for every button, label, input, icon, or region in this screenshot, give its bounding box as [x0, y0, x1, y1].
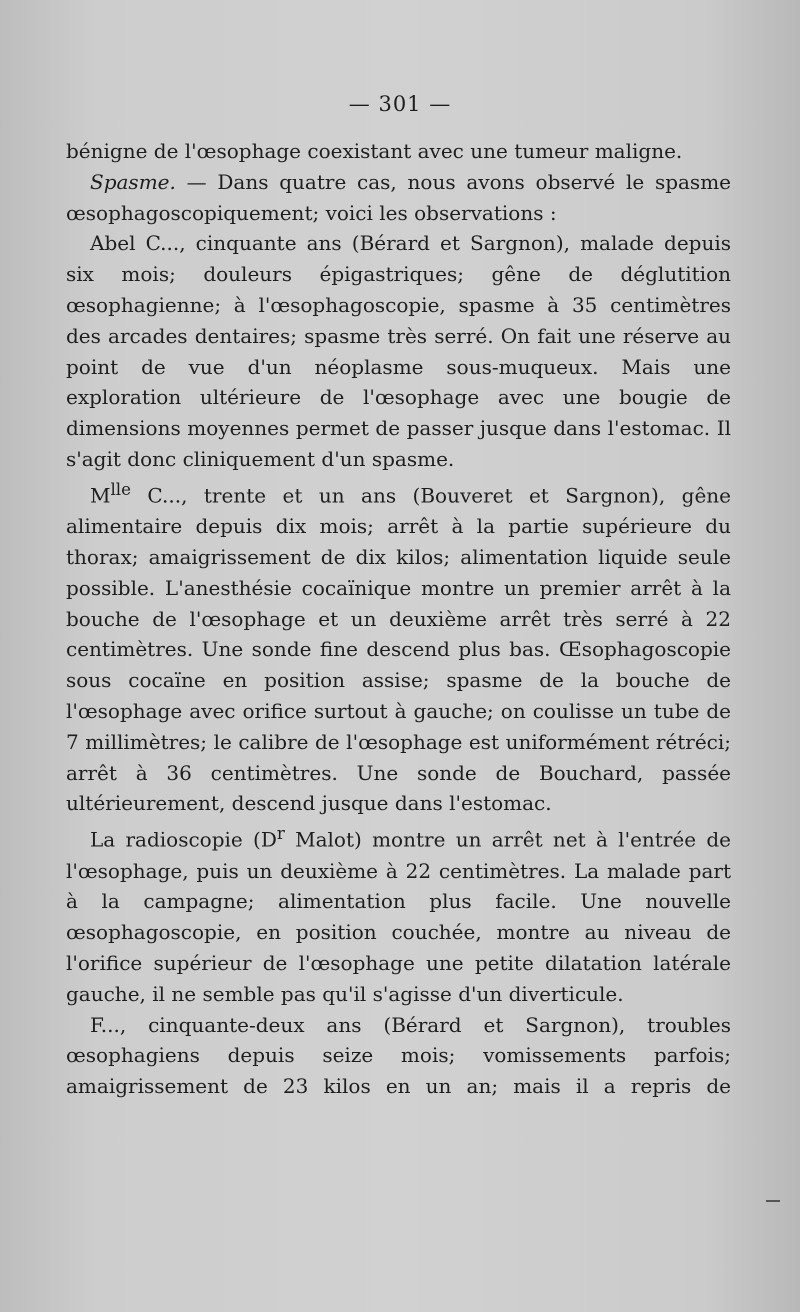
- paragraph-spasme: [66, 167, 731, 229]
- superscript-abbrev: r: [276, 824, 285, 844]
- paragraph-case-f: [66, 1010, 731, 1102]
- paragraph-text: F..., cinquante-deux ans (Bérard et Sargnon), troubles œsophagiens depuis seize mois; vomissements parfois; amaigrissement de 23 kilos en un an; mais il a repris de: [66, 1012, 731, 1099]
- paragraph-text: Abel C..., cinquante ans (Bérard et Sargnon), malade depuis six mois; douleurs épigastriques; gêne de déglutition œsophagienne; à l'œsophagoscopie, spasme à 35 centimètres des arcades dentaires; spasme très serré. On fait une réserve au point de vue d'un néoplasme sous-muqueux. Mais une exploration ultérieure de l'œsophage avec une bougie de dimensions moyennes permet de passer jusque dans l'estomac. Il s'agit donc cliniquement d'un spasme.: [66, 231, 731, 471]
- page-number: — 301 —: [348, 92, 452, 116]
- superscript-abbrev: lle: [110, 479, 131, 499]
- section-heading: Spasme.: [90, 169, 176, 194]
- paragraph-lead: M: [90, 483, 111, 508]
- paragraph-case-mlle: [66, 475, 731, 819]
- paragraph-text: Malot) montre un arrêt net à l'entrée de l'œsophage, puis un deuxième à 22 centimètres. La malade part à la campagne; alimentation plus facile. Une nouvelle œsophagoscopie, en position couchée, montre au niveau de l'orifice supérieur de l'œsophage une petite dilatation latérale gauche, il ne semble pas qu'il s'agisse d'un diverticule.: [66, 827, 731, 1006]
- paragraph-case-abel: [66, 228, 731, 474]
- paragraph-radioscopie: [66, 819, 731, 1009]
- paragraph-lead: La radioscopie (D: [90, 827, 277, 852]
- paragraph-text: C..., trente et un ans (Bouveret et Sargnon), gêne alimentaire depuis dix mois; arrêt à la partie supérieure du thorax; amaigrissement de dix kilos; alimentation liquide seule possible. L'anesthésie cocaïnique montre un premier arrêt à la bouche de l'œsophage et un deuxième arrêt très serré à 22 centimètres. Une sonde fine descend plus bas. Œsophagoscopie sous cocaïne en position assise; spasme de la bouche de l'œsophage avec orifice surtout à gauche; on coulisse un tube de 7 millimètres; le calibre de l'œsophage est uniformément rétréci; arrêt à 36 centimètres. Une sonde de Bouchard, passée ultérieurement, descend jusque dans l'estomac.: [66, 483, 731, 816]
- paragraph-text: — Dans quatre cas, nous avons observé le spasme œsophagoscopiquement; voici les observations :: [66, 169, 731, 225]
- paragraph-text: bénigne de l'œsophage coexistant avec une tumeur maligne.: [66, 139, 683, 163]
- scan-mark: [766, 1200, 780, 1202]
- paragraph-continuation: [66, 136, 731, 167]
- body-text: [66, 136, 731, 1102]
